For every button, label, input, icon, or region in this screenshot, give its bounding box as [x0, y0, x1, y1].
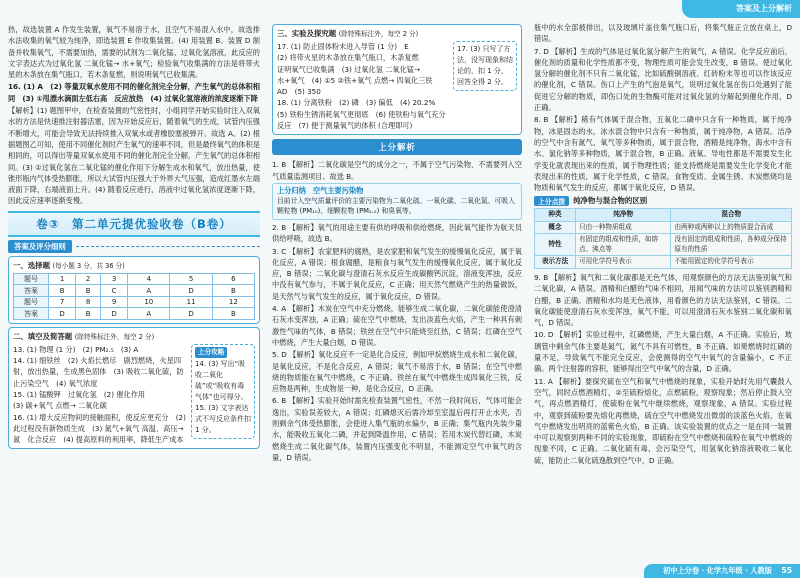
comparison-chip: 上分点拨 [534, 196, 569, 206]
tip-card-text: 14. (3) 写出“吸收二氧化硫”或“吸收有毒气体”也可得分。15. (3) 文字表达式不写反应条件扣 1 分。 [195, 359, 251, 434]
table-header: 种类 [535, 209, 576, 222]
table-cell: 有固定的组成和性质，如熔点、沸点等 [576, 234, 671, 256]
answer-section-bar [8, 240, 260, 254]
answer-cell: C [100, 285, 127, 297]
table-cell: 可用化学符号表示 [576, 256, 671, 269]
exp-answer-line: 证明氧气已收集满 (3) 过氧化氢 二氧化锰→ [277, 64, 420, 74]
q16-stem: 16. (1) A (2) 等量双氧水使用不同的催化剂完全分解，产生氧气的总体积相同 (3) ①甩漂水滴面左低右高 反应放热 (4) 过氧化氢溶液的浓度逐渐下降 [8, 82, 260, 103]
fill-answer-line: 13. (1) 物理 (1 分) (2) PM₂.₅ (3) A [13, 344, 139, 354]
table-row [14, 273, 255, 285]
row-key: 特性 [535, 234, 576, 256]
exam-title-banner [8, 211, 260, 237]
exp-score: (除特殊标注外，每空 2 分) [338, 30, 419, 38]
choice-answer-box [8, 256, 260, 324]
answer-table [13, 273, 255, 320]
answer-cell: D [170, 285, 212, 297]
q16-analysis: 【解析】(1) 题图甲中，在检查装置的气密性时，小组同学开始实验时注入双氧水的方法是快速推注射器活塞，因为开始反应后，随着氧气的生成，试管内压强不断增大，可能会导致无法持续推入双氧水或者橡胶塞被弹开。故选 A。(2) 根据题图乙可知，使用不同催化剂时产生氧气的速率不同，但是最终氧气的体积是相同的，可以得出等量双氧水使用不同的催化剂完全分解，产生氧气的总体积相同。(3) ①过氧化氢在二氧化锰的催化作用下分解生成水和氧气，放出热量，使锥形瓶内气体受热膨胀，所以大试管内压强大于外界大气压强，造成红墨水左端液面下降，右端液面上升。(4) 随着反应进行，溶液中过氧化氢浓度逐渐下降，因此反应速率逐渐变慢。 [8, 106, 260, 206]
question-number: 11 [170, 296, 212, 308]
scoring-tip-card [191, 344, 255, 446]
question-number: 10 [128, 296, 170, 308]
fill-content [13, 344, 255, 446]
exp-content [277, 41, 517, 131]
table-row [535, 234, 792, 256]
question-number: 12 [212, 296, 254, 308]
exp-answer-line: 17. (1) 防止固体粉末进入导管 (1 分) E [277, 42, 409, 51]
choice-title-text: 一、选择题 [13, 260, 50, 270]
exp-answer-line: 18. (1) 分离铁粉 (2) 磷 (3) 偏低 (4) 20.2% (5) 铁粉生锈消耗氧气更彻底 (6) 使铁粉与氧气充分反应 (7) 便于测量氧气的体积 (合理即可) [277, 98, 446, 131]
table-row [535, 256, 792, 269]
tip-card [191, 344, 255, 439]
question-number: 4 [128, 273, 170, 285]
table-row [14, 308, 255, 320]
fill-score: (除特殊标注外，每空 2 分) [74, 332, 155, 341]
table-cell: 只由一种物质组成 [576, 221, 671, 234]
table-cell: 没有固定的组成和性质，各种成分保持原有的性质 [671, 234, 792, 256]
question-number: 5 [170, 273, 212, 285]
fill-answer-line: 14. (1) 细铁丝 (2) 火焰长燃尽 剧烈燃烧，火星四射，放出热量，生成黑色固体 (3) 吸收二氧化硫，防止污染空气 (4) 氧气浓度 [13, 356, 184, 388]
page-number: 55 [781, 566, 792, 575]
summary-card-title: 上分归纳 空气主要污染物 [277, 185, 364, 195]
exp-title [277, 28, 517, 39]
fill-answer-box [8, 327, 260, 450]
analysis-banner-label: 上分解析 [378, 142, 416, 153]
fill-title-text: 二、填空及简答题 [13, 331, 73, 341]
row-key: 表示方法 [535, 256, 576, 269]
question-number: 9 [100, 296, 127, 308]
question-number: 6 [212, 273, 254, 285]
answer-cell: D [100, 308, 127, 320]
analysis-item: 1. B 【解析】二氧化碳是空气的成分之一，不属于空气污染物，不需要列入空气质量监测项目。故选 B。 [272, 160, 522, 181]
analysis-item: 2. B 【解析】氧气的用途主要有供给呼吸和供给燃烧，因此氧气能作为航天员供给呼吸，故选 B。 [272, 222, 522, 244]
row-label: 答案 [14, 285, 49, 297]
table-row [14, 285, 255, 297]
fill-answers [13, 344, 188, 446]
footer-label: 初中上分卷 · 化学九年级 · 人教版 [663, 566, 772, 575]
analysis-item: 6. B 【解析】实验开始时需先检查装置气密性，不然一段时间后，气体可能会逸出，实验误差较大，A 错误；红磷熄灭后需冷却至室温后再打开止水夹，否则剩余气体受热膨胀，会使进入集气瓶的水偏少，B 正确；集气瓶内先装少量水，能吸收五氧化二磷，并起到降温作用，C 错误；若用木炭代替红磷，木炭燃烧生成二氧化碳气体，装置内压强变化不明显，不能测定空气中氧气的含量，D 错误。 [272, 396, 522, 462]
analysis-item: 3. C 【解析】农家肥料的腐熟，是农家肥和氧气发生的缓慢氧化反应，属于氧化反应，A 错误；根食腐醋，是粮食与氧气发生的缓慢氧化反应，属于氧化反应，B 错误；二氧化碳与澄清石灰水反应生成碳酸钙沉淀，溶液变浑浊，反应中没有氧气参与，不属于氧化反应，C 正确；用天然气燃烧产生的热量做饭，是天然气与氧气发生的反应，属于氧化反应，D 错误。 [272, 246, 522, 301]
answer-cell: D [170, 308, 212, 320]
left-column [0, 0, 266, 578]
table-cell: 由两种或两种以上的物质混合而成 [671, 221, 792, 234]
answer-cell: B [49, 285, 76, 297]
answer-cell: A [128, 285, 170, 297]
choice-score: (每小题 3 分，共 36 分) [52, 261, 125, 270]
answer-cell: D [49, 308, 76, 320]
answer-cell: B [212, 308, 254, 320]
analysis-item: 8. B 【解析】稀有气体属于混合物，五氧化二磷中只含有一种物质，属于纯净物，冰是固态的水，冰水混合物中只含有一种物质，属于纯净物，A 错误。洁净的空气中含有氮气、氧气等多种物质，属于混合物，酒精是纯净物，海水中含有水、氯化钠等多种物质，属于混合物，B 正确。液氧、导电性都是不需要发生化学变化就表现出来的性质，属于物理性质；能支持燃烧是需要发生化学变化才能表现出来的性质，属于化学性质，C 错误。食物变质、金属生锈、木炭燃烧均是物质和氧气发生的反应，都属于氧化反应，D 错误。 [534, 115, 792, 193]
analysis-item: 10. D 【解析】实验过程中，红磷燃烧，产生大量白烟，A 不正确。实验后，玻璃管中剩余气体主要是氮气，氮气不具有可燃性，B 不正确。如果燃烧时红磷的量不足，导致氧气不能完全反应，会使测得的空气中氧气的含量偏小，C 不正确。两个注射器的容积，能够得出空气中氧气的含量，D 正确。 [534, 330, 792, 374]
right-column [528, 0, 800, 578]
fill-answer-line: (3) 碳+氧气 点燃→ 二氧化碳 [13, 401, 107, 411]
question-number: 8 [76, 296, 101, 308]
analysis-item: 4. A 【解析】木炭在空气中充分燃烧，能够生成二氧化碳，二氧化碳能使澄清石灰水变浑浊，A 正确；硫在空气中燃烧，发出淡蓝色火焰，产生一种具有刺激性气味的气体，B 错误；铁丝在空气中只能烧至红热，C 错误；红磷在空气中燃烧，产生大量白烟，D 错误。 [272, 304, 522, 347]
table-header: 混合物 [671, 209, 792, 222]
analysis-item: 瓶中的水全部被排出，以及玻璃片盖住集气瓶口后，将集气瓶正立放在桌上，D 错误。 [534, 23, 792, 44]
table-row [535, 221, 792, 234]
analysis-item: 5. D 【解析】氧化反应不一定是化合反应，例如甲烷燃烧生成水和二氧化碳，是氧化反应，不是化合反应，A 错误；氧气不易溶于水，B 错误；在空气中燃烧的物质能在氧气中燃烧，C 不正确。铁丝在氧气中燃烧生成四氧化三铁，反应物是两种，生成物是一种，是化合反应，D 正确。 [272, 350, 522, 394]
row-label: 题号 [14, 273, 49, 285]
question-number: 3 [100, 273, 127, 285]
fill-answer-line: 16. (1) 增大反应物间的接触面积，使反应更充分 (2) 此过程没有新物质生成 (3) 氮气+氧气 高温、高压→ 氮 化合反应 (4) 提高原料的利用率，降低生产成本 [13, 412, 186, 445]
row-label: 题号 [14, 296, 49, 308]
table-cell: 不能用固定的化学符号表示 [671, 256, 792, 269]
summary-card-text: 目前计入空气质量评价的主要污染物为二氧化硫、一氧化碳、二氧化氮、可吸入颗粒物 (PM₁₀)、细颗粒物 (PM₂.₅) 和臭氧等。 [277, 196, 515, 216]
header-corner-label: 答案及上分解析 [736, 4, 792, 13]
fill-answer-line: 15. (1) 锰酸钾 过氧化氢 (2) 催化作用 [13, 389, 146, 399]
answer-cell: B [76, 285, 101, 297]
exp-title-text: 三、实验及探究题 [277, 29, 337, 38]
question-number: 1 [49, 273, 76, 285]
analysis-banner [272, 139, 522, 155]
question-number: 2 [76, 273, 101, 285]
comparison-table [534, 208, 792, 269]
footer-tab [644, 564, 800, 578]
experiment-answer-box [272, 24, 522, 135]
answer-cell: A [128, 308, 170, 320]
summary-card [272, 183, 522, 220]
answer-section-label: 答案及评分细则 [8, 240, 72, 253]
answer-cell: B [76, 308, 101, 320]
analysis-item: 9. B 【解析】氧气和二氧化碳都是无色气体，用观察颜色的方法无法鉴别氧气和二氧化碳，A 错误。酒精和白醋的气味不相同，用闻气味的方法可以鉴别酒精和白醋，B 正确。酒精和水均是无色液体，用看颜色的方法无法鉴别，C 错误。二氧化碳能使澄清石灰水变浑浊，氧气不能，可以用澄清石灰水鉴别二氧化碳和氧气，D 错误。 [534, 272, 792, 328]
table-row [14, 296, 255, 308]
question-number: 7 [49, 296, 76, 308]
answer-cell: B [212, 285, 254, 297]
analysis-item: 7. D 【解析】生成的气体是过氧化氢分解产生的氧气，A 错误。化学反应前后，催化剂的质量和化学性质都不变，物理性质可能会发生改变，B 错误。使过氧化氢分解的催化剂不只有二氧化锰，比如硫酸铜溶液、红砖粉末等也可以作该反应的催化剂，C 错误。伤口上产生的气泡是氧气，说明过氧化氢在伤口处遇到了能促进它分解的物质，即伤口处的生物酶可能对过氧化氢的分解起到催化作用，D 正确。 [534, 46, 792, 113]
fill-title [13, 331, 255, 342]
exp-tip-card [453, 41, 517, 131]
table-header: 纯净物 [576, 209, 671, 222]
exam-title: 卷③ 第二单元提优验收卷（B卷） [36, 216, 232, 231]
tip-card: 17. (3) 只写了方法，没写现象和结论的，扣 1 分，回答全得 2 分。 [453, 41, 517, 91]
exp-answer-line: (2) 将带火星的木条放在集气瓶口，木条复燃 [277, 53, 419, 63]
row-key: 概念 [535, 221, 576, 234]
exp-answer-line: 水+氧气 (4) ①5 ②铁+氧气 点燃→ 四氧化三铁 AD (5) 350 [277, 75, 440, 97]
row-label: 答案 [14, 308, 49, 320]
section-divider [76, 246, 260, 247]
comparison-title [534, 195, 792, 206]
intro-paragraph: 热，故选装置 A 作发生装置，氧气不易溶于水，且空气不易混入水中，故选排水法收集的氧气较为纯净，即选装置 E 作收集装置。(4) 用装置 B、装置 D 制备并收集氧气，不需要加热，需要的试剂为二氧化锰、过氧化氢溶液，此反应的文字表达式为过氧化氢 二氧化锰→ 水+氧气；检验氧气收集满的方法是将带火星的木条放在集气瓶口，若木条复燃，则说明氧气已收集满。 [8, 25, 260, 80]
table-row [535, 209, 792, 222]
tip-card-head: 上分攻略 [195, 347, 227, 358]
comparison-title-text: 纯净物与混合物的区别 [573, 196, 648, 206]
exp-answers [277, 41, 450, 131]
choice-title [13, 260, 255, 271]
analysis-item: 11. A 【解析】要探究硫在空气和氧气中燃烧的现象，实验开始时先用气囊鼓入空气，同时点燃酒精灯，②至硫粉熔化，点燃硫粉，观察现象；然后停止鼓入空气，再点燃酒精灯，使硫粉在氧气中继续燃烧，观察现象，A 错误。实验过程中，观察到硫粉要先熔化再燃烧，硫在空气中燃烧发出微弱的淡蓝色火焰，在氧气中燃烧发出明亮的蓝紫色火焰，B 正确。该实验装置的优点之一是在同一装置中可以观察到两种不同的实验现象，即硫粉在空气中燃烧和硫粉在氧气中燃烧的现象不同，C 正确。二氧化硫有毒，会污染空气，用氢氧化钠溶液吸收二氧化硫，能防止二氧化硫逸散到空气中，D 正确。 [534, 376, 792, 465]
middle-column [266, 0, 528, 578]
